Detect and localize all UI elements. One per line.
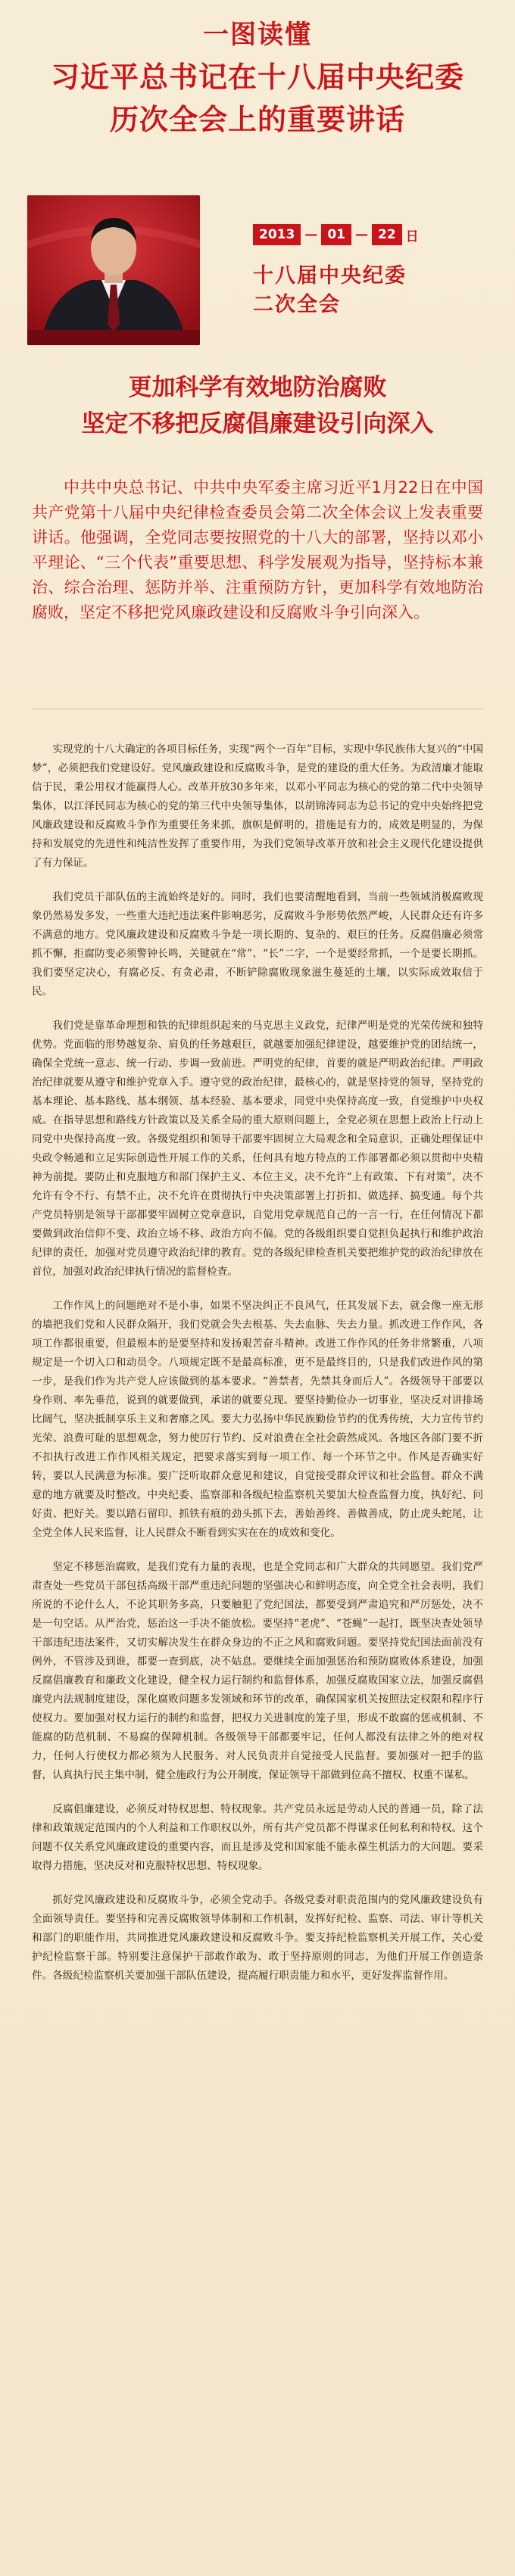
body-paragraph: 我们党员干部队伍的主流始终是好的。同时，我们也要清醒地看到，当前一些领域消极腐败现象仍然易发多发，一些重大违纪违法案件影响恶劣，反腐败斗争形势依然严峻，人民群众还有许多不满意的地方。党风廉政建设和反腐败斗争是一项长期的、复杂的、艰巨的任务。反腐倡廉必须常抓不懈，拒腐防变必须警钟长鸣，关键就在“常”、“长”二字，一个是要经常抓，一个是要长期抓。我们要坚定决心，有腐必反、有贪必肃，不断铲除腐败现象滋生蔓延的土壤，以实际成效取信于民。 (32, 891, 483, 998)
page-title-line1: 习近平总书记在十八届中央纪委 (50, 61, 464, 94)
body-paragraph: 反腐倡廉建设，必须反对特权思想、特权现象。共产党员永远是劳动人民的普通一员，除了法律和政策规定范围内的个人利益和工作职权以外，所有共产党员都不得谋求任何私利和特权。这个问题不仅关系党风廉政建设的重要内容，而且是涉及党和国家能不能永葆生机活力的大问题。要采取得力措施，坚决反对和克服特权思想、特权现象。 (32, 1803, 483, 1872)
date-month: 01 (321, 224, 351, 245)
date-separator: — (304, 227, 318, 242)
body-paragraph: 工作作风上的问题绝对不是小事，如果不坚决纠正不良风气，任其发展下去，就会像一座无形的墙把我们党和人民群众隔开，我们党就会失去根基、失去血脉、失去力量。抓改进工作作风，各项工作都很重要，但最根本的是要坚持和发扬艰苦奋斗精神。改进工作作风的任务非常繁重，八项规定是一个切入口和动员令。八项规定既不是最高标准，更不是最终目的，只是我们改进作风的第一步，是我们作为共产党人应该做到的基本要求。“善禁者，先禁其身而后人”。各级领导干部要以身作则、率先垂范，说到的就要做到，承诺的就要兑现。要坚持勤俭办一切事业，坚决反对讲排场比阔气，坚决抵制享乐主义和奢靡之风。要大力弘扬中华民族勤俭节约的优秀传统，大力宣传节约光荣、浪费可耻的思想观念，努力使厉行节约、反对浪费在全社会蔚然成风。各地区各部门要不折不扣执行改进工作作风相关规定，把要求落实到每一项工作、每一个环节之中。作风是否确实好转，要以人民满意为标准。要广泛听取群众意见和建议，自觉接受群众评议和社会监督。群众不满意的地方就要及时整改。中央纪委、监察部和各级纪检监察机关要加大检查监督力度，执好纪、问好责、把好关。要以踏石留印、抓铁有痕的劲头抓下去，善始善终、善做善成，防止虎头蛇尾，让全党全体人民来监督，让人民群众不断看到实实在在的成效和变化。 (32, 1300, 483, 1539)
session-name-line1: 十八届中央纪委 (253, 264, 407, 288)
date-separator: — (355, 227, 368, 242)
date-day: 22 (372, 224, 402, 245)
speech-body (32, 740, 483, 2001)
speaker-photo-illustration (27, 195, 200, 345)
page-title (0, 56, 515, 141)
session-name-line2: 二次全会 (253, 293, 341, 316)
body-paragraph: 坚定不移惩治腐败，是我们党有力量的表现，也是全党同志和广大群众的共同愿望。我们党严肃查处一些党员干部包括高级干部严重违纪问题的坚强决心和鲜明态度，向全党全社会表明，我们所说的不论什么人，不论其职务多高，只要触犯了党纪国法，都要受到严肃追究和严厉惩处，决不是一句空话。从严治党，惩治这一手决不能放松。要坚持“老虎”、“苍蝇”一起打，既坚决查处领导干部违纪违法案件，又切实解决发生在群众身边的不正之风和腐败问题。要坚持党纪国法面前没有例外，不管涉及到谁，都要一查到底，决不姑息。要继续全面加强惩治和预防腐败体系建设，加强反腐倡廉教育和廉政文化建设，健全权力运行制约和监督体系，加强反腐败国家立法，加强反腐倡廉党内法规制度建设，深化腐败问题多发领域和环节的改革，确保国家机关按照法定权限和程序行使权力。要加强对权力运行的制约和监督，把权力关进制度的笼子里，形成不敢腐的惩戒机制、不能腐的防范机制、不易腐的保障机制。各级领导干部都要牢记，任何人都没有法律之外的绝对权力，任何人行使权力都必须为人民服务、对人民负责并自觉接受人民监督。要加强对一把手的监督，认真执行民主集中制，健全施政行为公开制度，保证领导干部做到位高不擅权、权重不谋私。 (32, 1561, 483, 1781)
session-name (253, 262, 407, 319)
page-title-line2: 历次全会上的重要讲话 (109, 103, 405, 136)
session-date (253, 224, 423, 245)
speech-subtitle (0, 369, 515, 442)
body-paragraph: 我们党是靠革命理想和铁的纪律组织起来的马克思主义政党，纪律严明是党的光荣传统和独特优势。党面临的形势越复杂、肩负的任务越艰巨，就越要加强纪律建设，越要维护党的团结统一，确保全党统一意志、统一行动、步调一致前进。严明党的纪律，首要的就是严明政治纪律。严明政治纪律就要从遵守和维护党章入手。遵守党的政治纪律，最核心的，就是坚持党的领导，坚持党的基本理论、基本路线、基本纲领、基本经验、基本要求，同党中央保持高度一致，自觉维护中央权威。在指导思想和路线方针政策以及关系全局的重大原则问题上，全党必须在思想上政治上行动上同党中央保持高度一致。各级党组织和领导干部要牢固树立大局观念和全局意识，正确处理保证中央政令畅通和立足实际创造性开展工作的关系，任何具有地方特点的工作部署都必须以贯彻中央精神为前提。要防止和克服地方和部门保护主义、本位主义，决不允许“上有政策、下有对策”，决不允许有令不行、有禁不止，决不允许在贯彻执行中央决策部署上打折扣、做选择、搞变通。每个共产党员特别是领导干部都要牢固树立党章意识，自觉用党章规范自己的一言一行，在任何情况下都要做到政治信仰不变、政治立场不移、政治方向不偏。党的各级组织要自觉担负起执行和维护政治纪律的责任，加强对党员遵守政治纪律的教育。党的各级纪律检查机关要把维护党的政治纪律放在首位，加强对政治纪律执行情况的监督检查。 (32, 1020, 483, 1278)
speech-subtitle-line2: 坚定不移把反腐倡廉建设引向深入 (81, 410, 434, 438)
date-day-suffix: 日 (405, 229, 419, 245)
body-paragraph: 抓好党风廉政建设和反腐败斗争，必须全党动手。各级党委对职责范围内的党风廉政建设负有全面领导责任。要坚持和完善反腐败领导体制和工作机制，发挥好纪检、监察、司法、审计等机关和部门的职能作用，共同推进党风廉政建设和反腐败斗争。要支持纪检监察机关开展工作，关心爱护纪检监察干部。特别要注意保护干部敢作敢为、敢于坚持原则的同志，为他们开展工作创造条件。各级纪检监察机关要加强干部队伍建设，提高履行职责能力和水平，更好发挥监督作用。 (32, 1894, 483, 1982)
speaker-photo (27, 195, 200, 345)
intro-paragraph: 中共中央总书记、中共中央军委主席习近平1月22日在中国共产党第十八届中央纪律检查委员会第二次全体会议上发表重要讲话。他强调，全党同志要按照党的十八大的部署，坚持以邓小平理论、“三个代表”重要思想、科学发展观为指导，坚持标本兼治、综合治理、惩防并举、注重预防方针，更加科学有效地防治腐败，坚定不移把党风廉政建设和反腐败斗争引向深入。 (32, 478, 483, 621)
body-paragraph: 实现党的十八大确定的各项目标任务，实现“两个一百年”目标，实现中华民族伟大复兴的“中国梦”，必须把我们党建设好。党风廉政建设和反腐败斗争，是党的建设的重大任务。为政清廉才能取信于民，秉公用权才能赢得人心。改革开放30多年来，以邓小平同志为核心的党的第二代中央领导集体，以江泽民同志为核心的党的第三代中央领导集体，以胡锦涛同志为总书记的党中央始终把党风廉政建设和反腐败斗争作为重要任务来抓，旗帜是鲜明的，措施是有力的，成效是明显的，为保持和发展党的先进性和纯洁性发挥了重要作用，为我们党领导改革开放和社会主义现代化建设提供了有力保证。 (32, 743, 483, 869)
speech-subtitle-line1: 更加科学有效地防治腐败 (128, 374, 387, 401)
date-year: 2013 (253, 224, 301, 245)
kicker-title: 一图读懂 (203, 20, 312, 50)
